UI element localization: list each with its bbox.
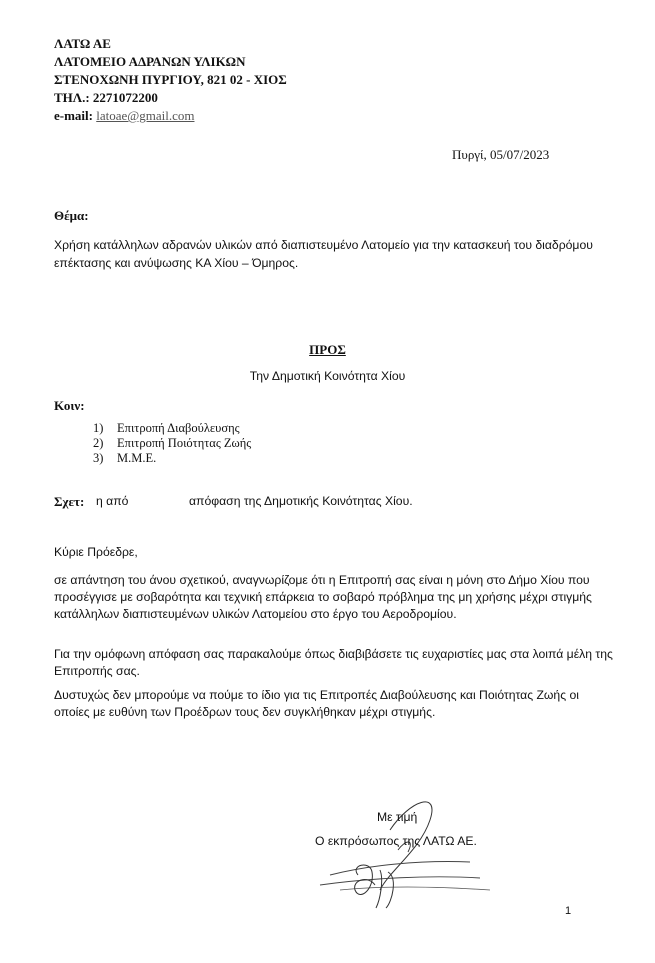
cc-item: 1) Επιτροπή Διαβούλευσης <box>93 421 240 435</box>
reference-text: απόφαση της Δημοτικής Κοινότητας Χίου. <box>189 494 413 508</box>
company-phone: ΤΗΛ.: 2271072200 <box>54 90 158 105</box>
cc-item: 3) Μ.Μ.Ε. <box>93 451 157 465</box>
body-paragraph-3: Δυστυχώς δεν μπορούμε να πούμε το ίδιο για τις Επιτροπές Διαβούλευσης και Ποιότητας Ζωής οι οποίες με ευθύνη των Προέδρων τους δεν συγκλήθηκαν μέχρι στιγμής. <box>54 688 579 719</box>
greeting: Κύριε Πρόεδρε, <box>54 545 138 559</box>
subject-label: Θέμα: <box>54 208 89 223</box>
company-address: ΣΤΕΝΟΧΩΝΗ ΠΥΡΓΙΟΥ, 821 02 - ΧΙΟΣ <box>54 72 287 87</box>
body-paragraph-2: Για την ομόφωνη απόφαση σας παρακαλούμε όπως διαβιβάσετε τις ευχαριστίες μας στα λοιπά μέλη της Επιτροπής σας. <box>54 647 613 678</box>
signature <box>280 790 500 910</box>
email-label: e-mail: <box>54 108 93 123</box>
closing-regards: Με τιμή <box>377 810 418 824</box>
cc-list <box>93 421 251 466</box>
cc-item: 2) Επιτροπή Ποιότητας Ζωής <box>93 436 252 450</box>
reference-label: Σχετ: <box>54 494 85 509</box>
email-link[interactable]: latoae@gmail.com <box>96 108 195 123</box>
recipient-name: Την Δημοτική Κοινότητα Χίου <box>249 369 406 383</box>
quarry-name: ΛΑΤΟΜΕΙΟ ΑΔΡΑΝΩΝ ΥΛΙΚΩΝ <box>54 54 246 69</box>
representative-line: Ο εκπρόσωπος της ΛΑΤΩ ΑΕ. <box>315 834 477 848</box>
cc-label: Κοιν: <box>54 398 85 413</box>
company-email-line <box>54 107 287 125</box>
recipient-heading: ΠΡΟΣ <box>309 342 346 357</box>
letterhead <box>54 35 287 125</box>
reference-date-prefix: η από <box>96 494 129 508</box>
body-paragraph-1: σε απάντηση του άνου σχετικού, αναγνωρίζομε ότι η Επιτροπή σας είναι η μόνη στο Δήμο Χίου που προσέγγισε με σοβαρότητα και τεχνική επάρκεια το σοβαρό πρόβλημα της μη χρήσης μέχρι στιγμής κατάλληλων διαπιστευμένων υλικών Λατομείου στο έργο του Αεροδρομίου. <box>54 573 592 621</box>
page-number: 1 <box>565 905 572 917</box>
subject-text: Χρήση κατάλληλων αδρανών υλικών από διαπιστευμένο Λατομείο για την κατασκευή του διαδρόμου επέκτασης και ανύψωσης ΚΑ Χίου – Όμηρος. <box>54 238 593 270</box>
letter-date: Πυργί, 05/07/2023 <box>452 147 550 162</box>
company-name: ΛΑΤΩ ΑΕ <box>54 36 111 51</box>
